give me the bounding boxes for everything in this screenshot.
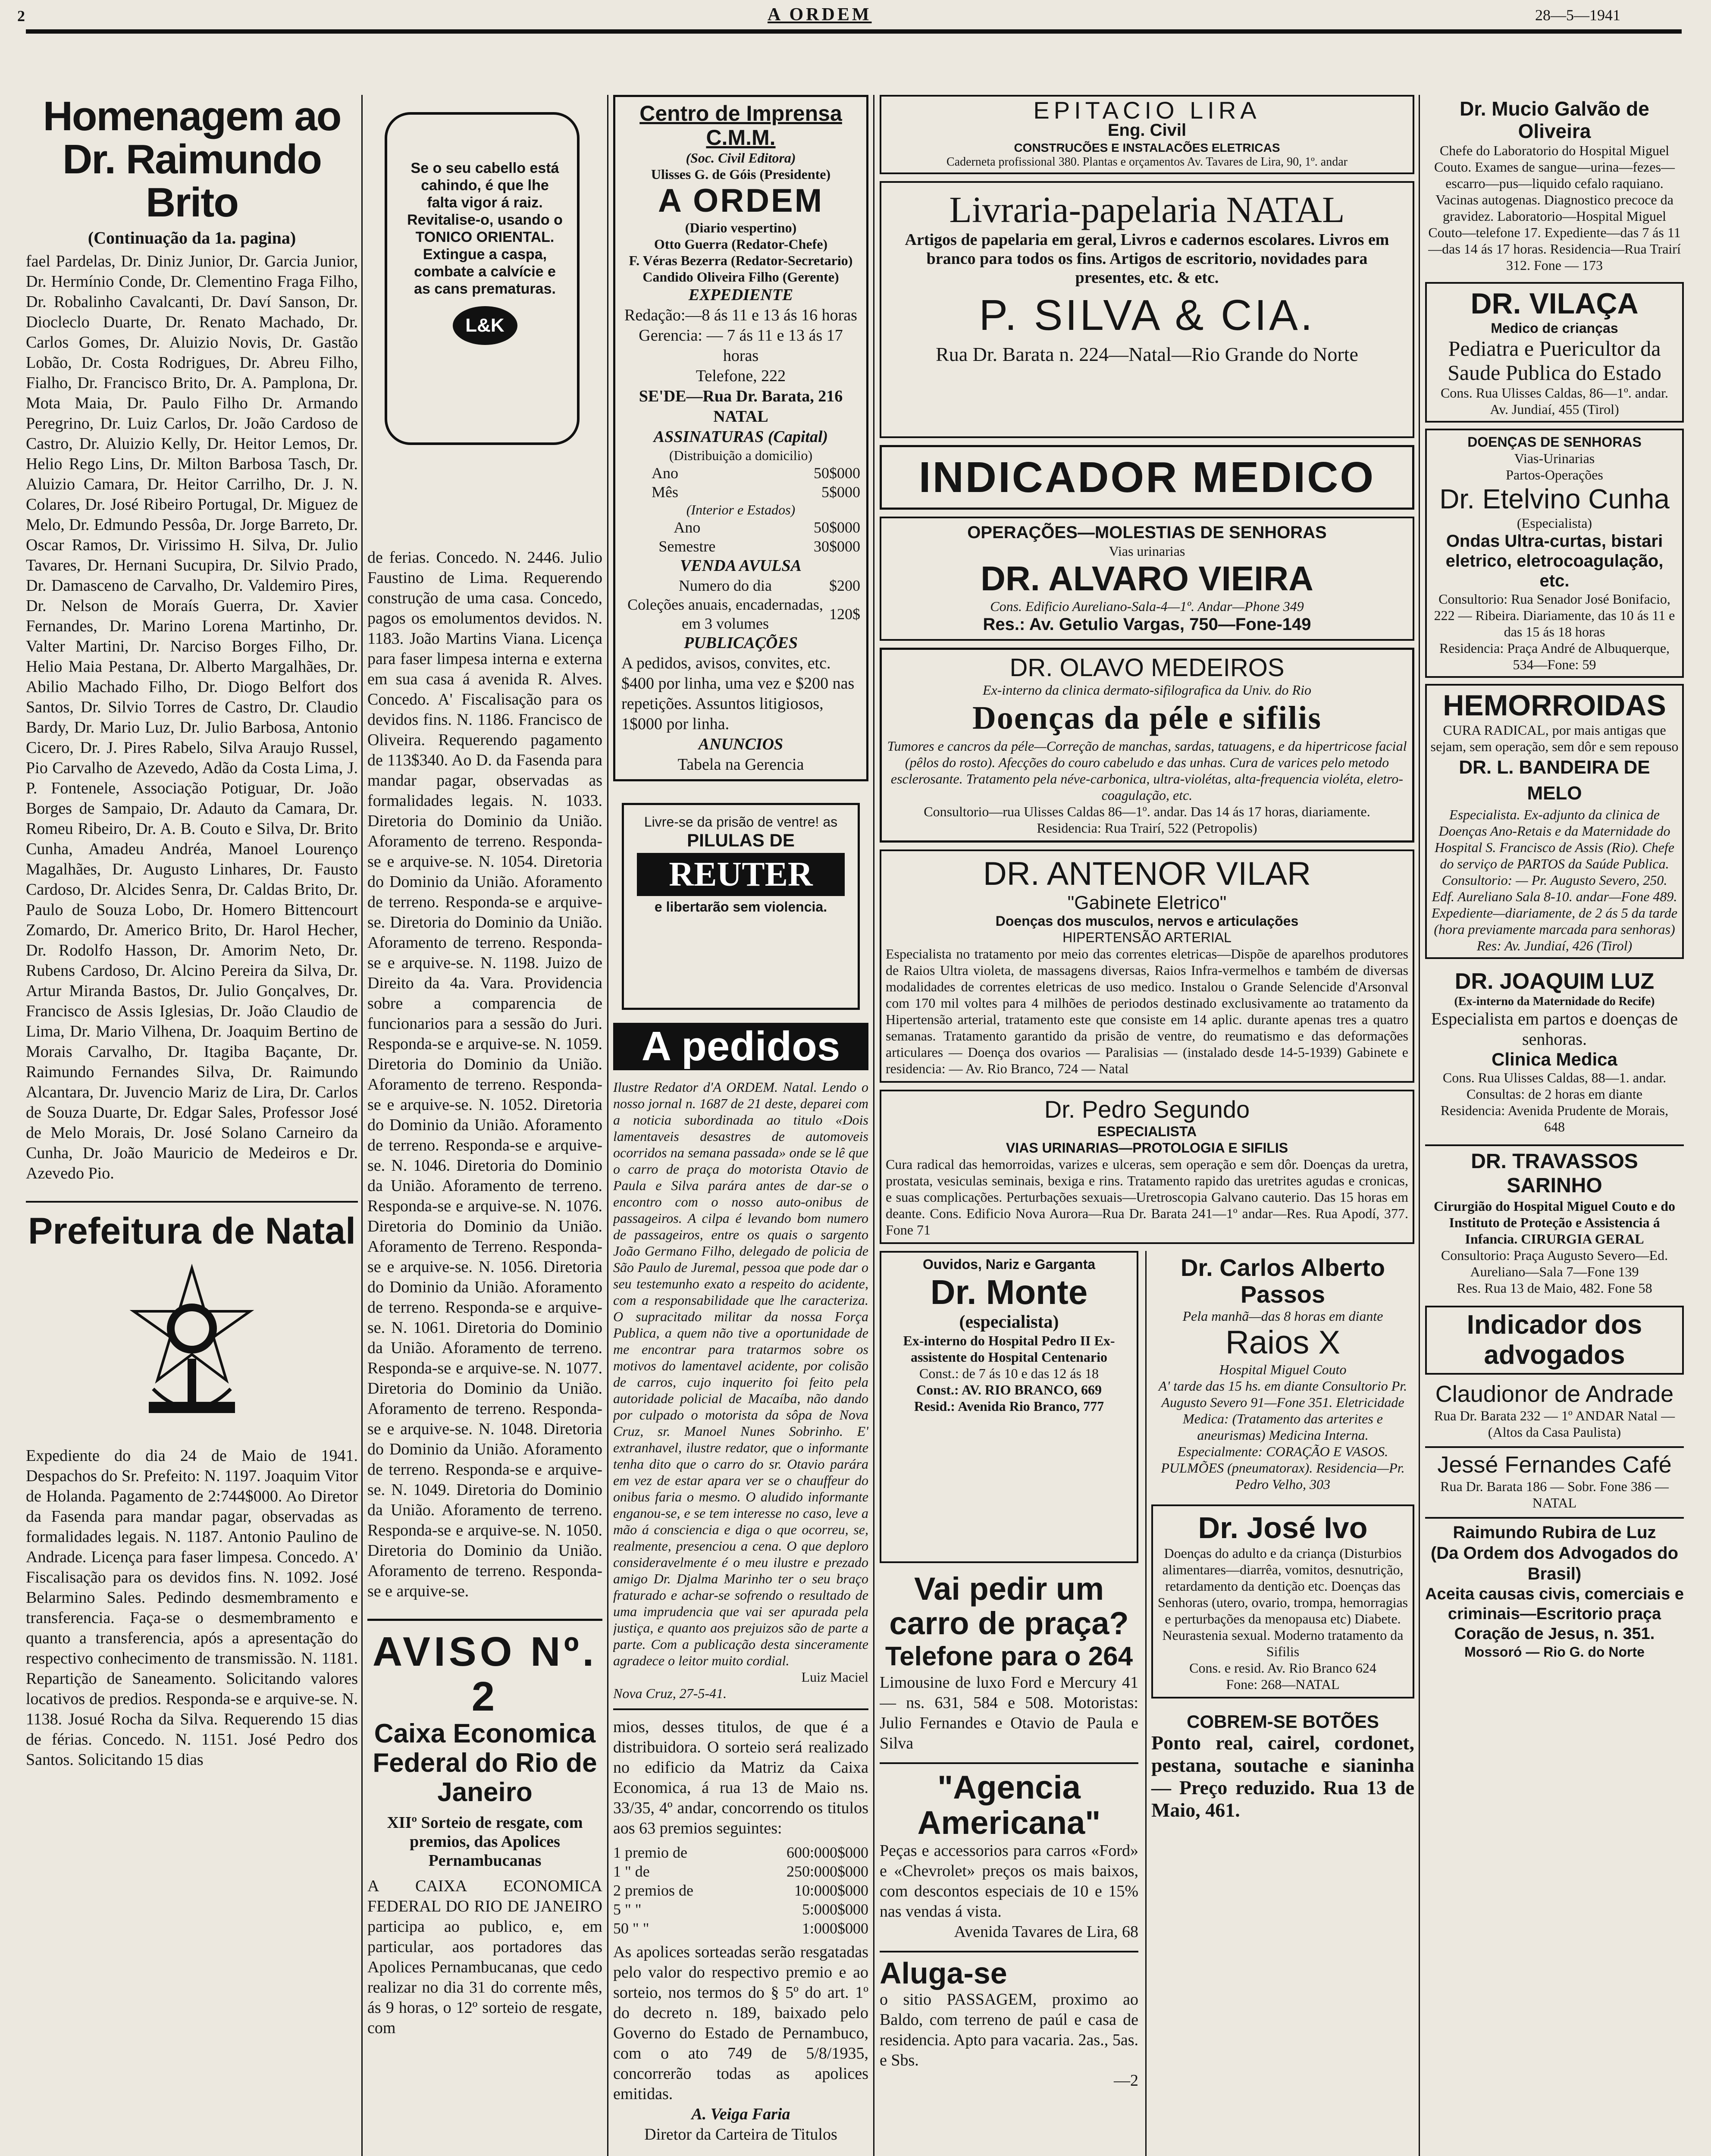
premio-label: 50 " "	[613, 1920, 649, 1937]
bandeira-residencia: Res: Av. Jundiaí, 426 (Tirol)	[1476, 938, 1633, 953]
section-rule	[613, 1708, 868, 1710]
premio-value: 250:000$000	[786, 1863, 868, 1880]
table-row	[613, 1843, 868, 1862]
expediente-label: EXPEDIENTE	[688, 286, 793, 304]
table-row	[613, 1919, 868, 1938]
column-3	[613, 95, 868, 2156]
newspaper-title: A ORDEM	[768, 5, 872, 25]
interior-label: (Interior e Estados)	[686, 502, 796, 517]
section-rule	[26, 1201, 358, 1203]
aluga-text: o sitio PASSAGEM, proximo ao Baldo, com terreno de paúl e casa de residencia. Apto para vacaria. 2as., 5as. e Sbs.	[880, 1990, 1138, 2069]
luz-clinica: Clinica Medica	[1492, 1049, 1617, 1069]
price-value: 120$	[829, 605, 860, 623]
price-label: Ano	[674, 519, 701, 536]
column-1	[26, 95, 358, 2156]
ad-antenor-vilar	[880, 849, 1414, 1083]
premio-value: 1:000$000	[802, 1920, 868, 1937]
prefeitura-text: Expediente do dia 24 de Maio de 1941. Despachos do Sr. Prefeito: N. 1197. Joaquim Vitor de Holanda. Pagamento de 2:744$000. Ao Diretor da Fasenda para mandar pagar, observadas as formalidades legais. N. 1187. Antonio Paulino de Andrade. Licença para faser limpesa. Concedo. A' Fiscalisação para os devidos fins. N. 1092. José Belarmino Sales. Pedindo desmembramento e transferencia. Faça-se o desmembramento e quanto a transferencia, após a apresentação do respectivo conhecimento de transmissão. N. 1181. Repartição de Saneamento. Solicitando valores locativos de predios. Responda-se e arquive-se. N. 1138. Josué Rocha da Silva. Requerendo 15 dias de férias. Concedo. N. 1151. José Pedro dos Santos. Solicitando 15 dias	[26, 1447, 358, 1769]
livraria-text: Artigos de papelaria em geral, Livros e cadernos escolares. Livros em branco para todos os fins. Artigos de escritorio, novidades para presentes, etc. & etc.	[905, 231, 1389, 287]
andrade-address: Rua Dr. Barata 232 — 1º ANDAR Natal — (Altos da Casa Paulista)	[1434, 1408, 1675, 1440]
reuter-top: Livre-se da prisão de ventre! as	[644, 814, 838, 830]
price-label: Coleções anuais, encadernadas, em 3 volumes	[627, 596, 823, 632]
ad-claudionor-andrade	[1425, 1381, 1684, 1440]
hemo-title: HEMORROIDAS	[1443, 689, 1666, 722]
premios-table	[613, 1843, 868, 1938]
ad-carlos-passos	[1151, 1251, 1414, 1496]
price-label: Numero do dia	[679, 577, 772, 594]
cunha-spec-2: Partos-Operações	[1506, 467, 1603, 483]
publicacoes-text: A pedidos, avisos, convites, etc. $400 por linha, uma vez e $200 nas repetições. Assuntos litigiosos, 1$000 por linha.	[621, 654, 855, 733]
price-label: Semestre	[658, 538, 716, 555]
epitacio-address: Caderneta profissional 380. Plantas e orçamentos Av. Tavares de Lira, 90, 1º. andar	[946, 155, 1347, 169]
monte-top: Ouvidos, Nariz e Garganta	[922, 1257, 1096, 1272]
ad-raimundo-luz	[1425, 1517, 1684, 1660]
apolices-text: mios, desses titulos, de que é a distribuidora. O sorteio será realizado no edificio da Matriz da Caixa Economica, á rua 13 de Maio ns. 33/35, 4º andar, concorrendo os titulos aos 63 premios seguintes:	[613, 1718, 868, 1837]
cunha-name: Dr. Etelvino Cunha	[1439, 483, 1670, 514]
segundo-sub: VIAS URINARIAS—PROTOLOGIA E SIFILIS	[1006, 1140, 1288, 1156]
prefeitura-title: Prefeitura de Natal	[28, 1210, 356, 1252]
vieira-residencia: Res.: Av. Getulio Vargas, 750—Fone-149	[983, 615, 1311, 634]
header-rule	[26, 29, 1682, 34]
segundo-name: Dr. Pedro Segundo	[1044, 1096, 1250, 1123]
luz2-name: Raimundo Rubira de Luz	[1453, 1523, 1656, 1542]
vieira-sub: Vias urinarias	[1109, 543, 1185, 559]
livraria-address: Rua Dr. Barata n. 224—Natal—Rio Grande do Norte	[936, 343, 1358, 365]
aluga-title: Aluga-se	[880, 1956, 1007, 1990]
publicacoes-label: PUBLICAÇÕES	[684, 634, 798, 652]
ad-tonico-text: Se o seu cabello está cahindo, é que lhe falta vigor á raiz. Revitalise-o, usando o TONICO ORIENTAL. Extingue a caspa, combate a calvície e as cans prematuras.	[407, 160, 563, 297]
column-divider	[1419, 95, 1420, 2156]
lk-logo: L&K	[453, 306, 517, 345]
monte-text: Ex-interno do Hospital Pedro II Ex-assistente do Hospital Centenario	[903, 1333, 1115, 1365]
prefeitura-cont-text: de ferias. Concedo. N. 2446. Julio Faustino de Lima. Requerendo construção de uma casa. Concedo, pagos os emolumentos devidos. N. 1183. João Martins Viana. Licença para faser limpesa interna e externa em sua casa á avenida R. Alves. Concedo. A' Fiscalisação para os devidos fins. N. 1186. Francisco de Oliveira. Requerendo pagamento de 113$340. Ao D. da Fasenda para mandar pagar, observadas as formalidades legais. N. 1033. Diretoria do Dominio da União. Aforamento de terreno. Responda-se e arquive-se. N. 1054. Diretoria do Dominio da União. Aforamento de terreno. Responda-se e arquive-se. Diretoria do Dominio da União. Aforamento de terreno. Responda-se e arquive-se. N. 1198. Juizo de Direito da 4a. Vara. Providencia sobre a comparencia de funcionarios para a sessão do Juri. Responda-se e arquive-se. N. 1059. Diretoria do Dominio da União. Aforamento de terreno. Responda-se e arquive-se. N. 1052. Diretoria do Dominio da União. Aforamento de terreno. Responda-se e arquive-se. N. 1046. Diretoria do Dominio da União. Aforamento de terreno. Responda-se e arquive-se. N. 1076. Diretoria do Dominio da União. Aforamento de Terreno. Responda-se e arquive-se. N. 1056. Diretoria do Dominio da União. Aforamento de terreno. Responda-se e arquive-se. N. 1061. Diretoria do Dominio da União. Aforamento de terreno. Responda-se e arquive-se. N. 1077. Diretoria do Dominio da União. Aforamento de terreno. Responda-se e arquive-se. N. 1048. Diretoria do Dominio da União. Aforamento de terreno. Responda-se e arquive-se. N. 1049. Diretoria do Dominio da União. Aforamento de terreno. Responda-se e arquive-se. N. 1050. Diretoria do Dominio da União. Aforamento de terreno. Responda-se e arquive-se.	[367, 548, 602, 1600]
price-value: $200	[829, 577, 860, 594]
premio-value: 10:000$000	[794, 1882, 868, 1899]
ad-dr-monte	[880, 1251, 1138, 1563]
epitacio-sub: CONSTRUCÕES E INSTALACÕES ELETRICAS	[1014, 141, 1280, 154]
table-row	[613, 1881, 868, 1900]
ad-etelvino-cunha	[1425, 429, 1684, 678]
cunha-spec-1: Vias-Urinarias	[1514, 451, 1595, 466]
aviso-title: AVISO Nº. 2	[372, 1629, 598, 1720]
sarinho-consultorio: Consultorio: Praça Augusto Severo—Ed. Aureliano—Sala 7—Fone 139	[1441, 1247, 1668, 1279]
vilaca-specialty: Pediatra e Puericultor da Saude Publica do Estado	[1448, 336, 1661, 385]
carro-text: Limousine de luxo Ford e Mercury 41 — ns. 631, 584 e 508. Motoristas: Julio Fernandes e Otavio de Paula e Silva	[880, 1673, 1138, 1752]
column-2	[367, 95, 602, 2156]
ivo-name: Dr. José Ivo	[1198, 1511, 1368, 1545]
redator-chefe: Otto Guerra (Redator-Chefe)	[654, 236, 828, 252]
price-value: 30$000	[814, 538, 860, 555]
cunha-residencia: Residencia: Praça André de Albuquerque, 534—Fone: 59	[1439, 640, 1670, 672]
carro-telephone: Telefone para o 264	[885, 1642, 1133, 1671]
price-value: 5$000	[821, 483, 860, 501]
passos-raios: Raios X	[1225, 1324, 1341, 1361]
vilar-name: DR. ANTENOR VILAR	[983, 856, 1311, 892]
sarinho-name: DR. TRAVASSOS SARINHO	[1471, 1150, 1638, 1197]
carro-title: Vai pedir um carro de praça?	[889, 1571, 1129, 1641]
cunha-consultorio: Consultorio: Rua Senador José Bonifacio, 222 — Ribeira. Diariamente, das 10 ás 11 e das 15 ás 18 horas	[1434, 591, 1675, 639]
passos-hospital: Hospital Miguel Couto	[1219, 1362, 1347, 1377]
ad-carro-praca	[880, 1572, 1138, 1754]
issue-date: 28—5—1941	[1535, 6, 1620, 24]
cafe-address: Rua Dr. Barata 186 — Sobr. Fone 386 — NATAL	[1440, 1479, 1669, 1510]
agencia-address: Avenida Tavares de Lira, 68	[954, 1923, 1138, 1941]
tabela-gerencia: Tabela na Gerencia	[677, 755, 804, 774]
vilar-text: Especialista no tratamento por meio das correntes eletricas—Dispõe de aparelhos produtores de Raios Ultra violeta, de massagens diversas, Raios Infra-vermelhos e também de diversas modalidades de correntes eletricas de uso medico. Instalou o Grande Selencide d'Arsonval com 170 mil voltes para 4 milhões de periodos destinado exclusivamente ao tratamento da Hipertensão arterial, tratamento este que consiste em 14 aplic. durante apenas tres a quatro semanas. Tratamento garantido da prisão de ventre, do reumatismo e das deformações articulares — Doença dos ovarios — Paralisias — (instalado desde 14-5-1939) Gabinete e residencia: — Av. Rio Branco, 724 — Natal	[886, 946, 1408, 1076]
monte-name: Dr. Monte	[930, 1273, 1088, 1311]
galvao-name: Dr. Mucio Galvão de Oliveira	[1460, 97, 1649, 142]
homenagem-title: Homenagem ao Dr. Raimundo Brito	[43, 95, 341, 226]
medeiros-sub: Ex-interno da clinica dermato-sifilografica da Univ. do Rio	[983, 682, 1311, 698]
sarinho-residencia: Res. Rua 13 de Maio, 482. Fone 58	[1457, 1280, 1652, 1296]
premio-value: 5:000$000	[802, 1901, 868, 1918]
ad-vilaca	[1425, 282, 1684, 423]
coat-of-arms-icon	[127, 1264, 257, 1428]
apedidos-text: Ilustre Redator d'A ORDEM. Natal. Lendo o nosso jornal n. 1687 de 21 deste, deparei com a noticia subordinada ao titulo «Dois lamentaveis desastres de automoveis ocorridos na semana passada» onde se lê que o carro de praça do motorista Otavio de Paula e Silva parára antes de dar-se o encontro com o nosso auto-onibus de passageiros. A cilpa é levando bom numero de passageiros, entre os quais o sargento João Germano Filho, delegado de policia de São Paulo de Juremal, pessoa que pode dar o seu testemunho exato a respeito do acidente, com a responsabilidade que lhe caracteriza. O supracitado militar da nossa Força Publica, a quem não tive a oportunidade de me encontrar para tratarmos sobre os motivos do lamentavel acidente, por colisão de carros, cujo inquerito foi feito pela autoridade policial de Macaíba, não dando por culpado o motorista da sôpa de Nova Cruz, sr. Manoel Nunes Sobrinho. E' extranhavel, ilustre redator, que o informante tenha dito que o carro do sr. Otavio parára em vez de estar apara ver se o chauffeur do onibus faria o mesmo. O aludido informante enganou-se, e se tem interesse no caso, leve a mão á consciencia e diga o que ocorreu, se, realmente, presenciou a cena. O que deploro consideravelmente é o meu ilustre e prezado amigo Dr. Djalma Marinho ter o seu braço fraturado e achar-se sofrendo o resultado de uma imprudencia que vai ser apurada pela justiça, e quanto aos prejuizos são de parte a parte. Com a publicação desta sinceramente agradece o leitor muito cordial.	[613, 1079, 868, 1668]
luz-name: DR. JOAQUIM LUZ	[1454, 969, 1655, 994]
vieira-specialty: OPERAÇÕES—MOLESTIAS DE SENHORAS	[967, 523, 1327, 542]
price-value: 50$000	[814, 519, 860, 536]
price-label: Mês	[652, 483, 679, 501]
vilaca-name: DR. VILAÇA	[1470, 287, 1639, 320]
luz2-sub: (Da Ordem dos Advogados do Brasil)	[1430, 1544, 1679, 1583]
table-row	[613, 1900, 868, 1919]
assinaturas-label: ASSINATURAS (Capital)	[653, 428, 828, 446]
monte-consultorio: Const.: AV. RIO BRANCO, 669	[916, 1382, 1102, 1398]
centro-title: Centro de Imprensa C.M.M.	[639, 101, 842, 150]
ad-jesse-cafe	[1425, 1446, 1684, 1511]
medeiros-consultorio: Consultorio—rua Ulisses Caldas 86—1º. andar. Das 14 ás 17 horas, diariamente.	[924, 804, 1370, 819]
sarinho-text: Cirurgião do Hospital Miguel Couto e do Instituto de Proteção e Assistencia á Infancia. CIRURGIA GERAL	[1433, 1198, 1675, 1247]
passos-name: Dr. Carlos Alberto Passos	[1180, 1254, 1385, 1308]
expediente-box	[613, 95, 868, 781]
ivo-consultorio: Cons. e resid. Av. Rio Branco 624	[1189, 1660, 1376, 1676]
vilar-specialty: Doenças dos musculos, nervos e articulações	[995, 913, 1299, 929]
aviso-text: A CAIXA ECONOMICA FEDERAL DO RIO DE JANEIRO participa ao publico, e, em particular, aos portadores das Apolices Pernambucanas, que cedo realizar no dia 31 do corrente mês, ás 9 horas, o 12º sorteio de resgate, com	[367, 1877, 602, 2037]
anuncios-label: ANUNCIOS	[698, 735, 783, 753]
col4-lower	[880, 1251, 1414, 2156]
ad-tonico-oriental	[367, 95, 602, 548]
luz2-text: Aceita causas civis, comerciais e criminais—Escritorio praça Coração de Jesus, n. 351.	[1425, 1585, 1684, 1643]
column-divider	[873, 95, 874, 2156]
distribuicao: (Distribuição a domicilio)	[669, 448, 813, 463]
sede-address: SE'DE—Rua Dr. Barata, 216 NATAL	[639, 387, 843, 426]
cobrem-title: COBREM-SE BOTÕES	[1187, 1711, 1379, 1732]
senhoras-title: DOENÇAS DE SENHORAS	[1467, 434, 1642, 450]
aviso-sorteio: XIIº Sorteio de resgate, com premios, das Apolices Pernambucanas	[387, 1814, 583, 1870]
reuter-bottom: e libertarão sem violencia.	[654, 899, 827, 915]
luz-consultorio: Cons. Rua Ulisses Caldas, 88—1. andar. Consultas: de 2 horas em diante	[1442, 1070, 1667, 1102]
luz2-address: Mossoró — Rio G. do Norte	[1464, 1644, 1645, 1660]
aviso-subtitle: Caixa Economica Federal do Rio de Janeiro	[373, 1719, 597, 1807]
gerencia-hours: Gerencia: — 7 ás 11 e 13 ás 17 horas	[639, 326, 843, 365]
column-divider	[361, 95, 363, 2156]
advogados-header	[1425, 1306, 1684, 1375]
monte-hours: Const.: de 7 ás 10 e das 12 ás 18	[919, 1366, 1099, 1381]
ordem-subtitle: (Diario vespertino)	[685, 220, 797, 235]
vilaca-address: Cons. Rua Ulisses Caldas, 86—1º. andar. Av. Jundiaí, 455 (Tirol)	[1440, 385, 1669, 417]
premio-label: 1 " de	[613, 1863, 650, 1880]
redacao-hours: Redação:—8 ás 11 e 13 ás 16 horas	[624, 306, 857, 324]
passos-text: A' tarde das 15 hs. em diante Consultorio Pr. Augusto Severo 91—Fone 351. Eletricidade Medica: (Tratamento das arterites e aneurismas) Medicina Interna. Especialmente: CORAÇÃO E VASOS. PULMÕES (pneumatorax). Residencia—Pr. Pedro Velho, 303	[1158, 1378, 1407, 1492]
cunha-spec-3: (Especialista)	[1517, 515, 1592, 531]
ad-olavo-medeiros	[880, 648, 1414, 843]
apolices-text-2: As apolices sorteadas serão resgatadas pelo valor do respectivo premio e ao sorteio, nos termos do § 5º do art. 1º do decreto n. 189, baixado pelo Governo do Estado de Pernambuco, com o ato 749 de 5/8/1935, concorrerão todas as apolices emitidas.	[613, 1943, 868, 2103]
column-divider	[1145, 1251, 1147, 2156]
advogados-title: Indicador dos advogados	[1467, 1310, 1642, 1370]
indicador-medico-title: INDICADOR MEDICO	[880, 445, 1414, 510]
bandeira-text: Especialista. Ex-adjunto da clinica de Doenças Ano-Retais e da Maternidade do Hospital S. Francisco de Assis (Rio). Chefe do serviço de PARTOS da Saúde Publica. Consultorio: — Pr. Augusto Severo, 250. Edf. Aureliano Sala 8-10. andar—Fone 489. Expediente—diariamente, de 2 ás 5 da tarde (hora previamente marcada para senhoras)	[1431, 807, 1678, 937]
luz-sub: (Ex-interno da Maternidade do Recife)	[1454, 995, 1655, 1008]
col4-lower-right	[1151, 1251, 1414, 2156]
ad-bandeira-melo	[1425, 684, 1684, 959]
subscription-table-interior	[621, 518, 860, 556]
aviso-block	[367, 1619, 602, 2038]
ad-alvaro-vieira	[880, 517, 1414, 641]
hemo-text: CURA RADICAL, por mais antigas que sejam, sem operação, sem dôr e sem repouso	[1430, 722, 1679, 754]
galvao-text: Chefe do Laboratorio do Hospital Miguel Couto. Exames de sangue—urina—fezes—escarro—pus—liquido cefalo raquiano. Vacinas autogenas. Diagnostico precoce da gravidez. Laboratorio—Hospital Miguel Couto—telefone 17. Expediente—das 7 ás 11—das 14 ás 17 horas. Residencia—Rua Trairí 312. Fone — 173	[1428, 143, 1681, 273]
epitacio-title: Eng. Civil	[1107, 121, 1187, 140]
premio-value: 600:000$000	[786, 1844, 868, 1861]
reuter-name: REUTER	[637, 853, 845, 896]
apedidos-title: A pedidos	[613, 1023, 868, 1070]
coat-of-arms	[26, 1264, 358, 1433]
agencia-title: "Agencia Americana"	[917, 1769, 1101, 1841]
luz-specialty: Especialista em partos e doenças de senhoras.	[1431, 1009, 1678, 1049]
ad-cobrem-botoes	[1151, 1711, 1414, 1821]
cafe-name: Jessé Fernandes Café	[1437, 1452, 1672, 1478]
monte-residencia: Resid.: Avenida Rio Branco, 777	[914, 1398, 1104, 1414]
vilaca-sub: Medico de crianças	[1491, 320, 1618, 336]
reuter-pilulas: PILULAS DE	[687, 830, 795, 850]
premio-label: 1 premio de	[613, 1844, 687, 1861]
monte-specialty: (especialista)	[959, 1312, 1059, 1332]
ad-joaquim-luz	[1425, 965, 1684, 1138]
column-5	[1425, 95, 1684, 2156]
homenagem-text: fael Pardelas, Dr. Diniz Junior, Dr. Garcia Junior, Dr. Hermínio Conde, Dr. Clementino Fraga Filho, Dr. Robalinho Cavalcanti, Dr. Daví Sanson, Dr. Diocleclo Duarte, Dr. Renato Machado, Dr. Carlos Gomes, Dr. Aluizio Novis, Dr. Gastão Lobão, Dr. Costa Rodrigues, Dr. Abreu Filho, Fialho, Dr. Francisco Brito, Dr. A. Pamplona, Dr. Mota Maia, Dr. Paulo Filho Dr. Armando Peregrino, Dr. Luiz Carlos, Dr. João Cardoso de Castro, Dr. Aluizio Kelly, Dr. Heitor Lemos, Dr. Helio Rego Lins, Dr. Milton Barbosa Tasch, Dr. Aluizio Camara, Dr. Heitor Carrilho, Dr. J. N. Colares, Dr. José Ribeiro Portugal, Dr. Miguez de Melo, Dr. Edmundo Pessôa, Dr. Jorge Barreto, Dr. Oscar Ramos, Dr. Virissimo H. Silva, Dr. Julio Tavares, Dr. Hernani Sucupira, Dr. Silvio Prado, Dr. Damasceno de Carvalho, Dr. Valdemiro Pires, Dr. Nelson de Moraís Guerra, Dr. Xavier Fernandes, Dr. Marino Lorena Martinho, Dr. Valter Martini, Dr. Narciso Borges Filho, Dr. Helio Maia Pestana, Dr. Alberto Margalhães, Dr. Abilio Machado Filho, Dr. Diogo Belfort dos Santos, Dr. Silvio Torres de Castro, Dr. Claudio Bardy, Dr. Mario Luz, Dr. Julio Barbosa, Antonio Cicero, Dr. J. Pires Rabelo, Silva Araujo Russel, Pio Carvalho de Azevedo, Adão da Costa Lima, J. P. Fontenele, Associação Potiguar, Dr. João Borges de Sampaio, Dr. Adauto da Camara, Dr. Romeu Ribeiro, Dr. A. B. Couto e Silva, Dr. Brito Cunha, Amadeu Andréa, Manoel Lourenço Magalhães, Dr. Augusto Linhares, Dr. Fausto Cardoso, Dr. Alcides Senra, Dr. Caldas Brito, Dr. Paulo de Souza Lobo, Dr. Homero Bittencourt Zomardo, Dr. Americo Brito, Dr. Harol Hecher, Dr. Rodolfo Hasson, Dr. Amorim Neto, Dr. Rubens Cardoso, Dr. Alcino Pereira da Silva, Dr. Artur Miranda Bastos, Dr. Julio Gonçalves, Dr. Francisco de Assis Iglesias, Dr. João Claudio de Lima, Dr. Mario Vilhena, Dr. Joaquim Bertino de Morais Carvalho, Dr. Itagiba Baçante, Dr. Raimundo Fernandes Silva, Dr. Raimundo Alcantara, Dr. Juvencio Mariz de Lira, Dr. Carlos de Souza Duarte, Dr. Edgar Sales, Professor José de Melo Morais, Dr. José Solano Carneiro da Cunha, Dr. João Mauricio de Medeiros e Dr. Azevedo Pio.	[26, 252, 358, 1182]
centro-subtitle: (Soc. Civil Editora)	[686, 150, 796, 166]
homenagem-continuation: (Continuação da 1a. pagina)	[88, 228, 296, 248]
epitacio-name: EPITACIO LIRA	[1033, 97, 1261, 124]
cobrem-text: Ponto real, cairel, cordonet, pestana, soutache e sianinha — Preço reduzido. Rua 13 de Maio, 461.	[1151, 1732, 1414, 1821]
bandeira-name: DR. L. BANDEIRA DE MELO	[1459, 757, 1650, 804]
col4-lower-left	[880, 1251, 1138, 2156]
venda-avulsa: VENDA AVULSA	[680, 557, 802, 575]
segundo-specialty: ESPECIALISTA	[1097, 1124, 1197, 1139]
cunha-ondas: Ondas Ultra-curtas, bistari eletrico, eletrocoagulação, etc.	[1445, 532, 1664, 590]
ad-pedro-segundo	[880, 1090, 1414, 1244]
vilar-sub: "Gabinete Eletrico"	[1067, 892, 1227, 913]
ad-livraria	[880, 181, 1414, 438]
apedidos-signature: Luiz Maciel	[801, 1669, 868, 1685]
medeiros-specialty: Doenças da péle e sifilis	[972, 700, 1322, 736]
page-number: 2	[17, 7, 25, 25]
apolices-role: Diretor da Carteira de Titulos	[644, 2125, 837, 2143]
ad-reuter	[622, 803, 860, 1010]
ad-travassos-sarinho	[1425, 1144, 1684, 1300]
apolices-signature: A. Veiga Faria	[691, 2105, 790, 2123]
segundo-text: Cura radical das hemorroidas, varizes e ulceras, sem operação e sem dôr. Doenças da uretra, prostata, vesiculas seminais, bexiga e rins. Tratamento rapido das uretrites agudas e cronicas, e suas complicações. Perturbações sexuais—Uretroscopia Galvano cauterio. Das 15 horas em deante. Cons. Edificio Nova Aurora—Rua Dr. Barata 241—1º andar—Res. Rua Apodí, 377. Fone 71	[886, 1156, 1408, 1238]
medeiros-text: Tumores e cancros da péle—Correção de manchas, sardas, tatuagens, e da hipertricose facial (pêlos do rosto). Afecções do couro cabeludo e das unhas. Cura de varices pelo metodo esclerosante. Tratamento pela néve-carbonica, ultra-violétas, alta-frequencia violéta, eletro-coagulação, etc.	[887, 738, 1407, 803]
price-label: Ano	[652, 464, 679, 482]
apedidos-place: Nova Cruz, 27-5-41.	[613, 1686, 727, 1701]
ad-jose-ivo	[1151, 1504, 1414, 1698]
centro-president: Ulisses G. de Góis (Presidente)	[651, 166, 831, 182]
ivo-text: Doenças do adulto e da criança (Disturbios alimentares—diarrêa, vomitos, desnutrição, retardamento da dentição etc. Doenças das Senhoras (utero, ovario, trompa, hemorragias e perturbações da menopausa etc) Diabete. Neurastenia sexual. Moderno tratamento da Sifilis	[1157, 1545, 1408, 1659]
vilar-specialty-2: HIPERTENSÃO ARTERIAL	[1062, 930, 1232, 945]
premio-label: 5 " "	[613, 1901, 642, 1918]
premio-label: 2 premios de	[613, 1882, 693, 1899]
vieira-name: DR. ALVARO VIEIRA	[981, 559, 1313, 598]
table-row	[613, 1862, 868, 1881]
ad-aluga-se	[880, 1951, 1138, 2091]
telefone: Telefone, 222	[696, 367, 786, 385]
column-4	[880, 95, 1414, 2156]
andrade-name: Claudionor de Andrade	[1435, 1381, 1674, 1407]
vieira-consultorio: Cons. Edificio Aureliano-Sala-4—1º. Andar—Phone 349	[990, 599, 1304, 614]
medeiros-residencia: Residencia: Rua Trairí, 522 (Petropolis)	[1037, 820, 1257, 836]
ad-agencia-americana	[880, 1762, 1138, 1942]
ad-mucio-galvao	[1425, 95, 1684, 276]
ivo-fone: Fone: 268—NATAL	[1226, 1677, 1340, 1692]
avulsa-table	[621, 576, 860, 633]
gerente: Candido Oliveira Filho (Gerente)	[642, 269, 839, 285]
column-divider	[607, 95, 608, 2156]
redator-secretario: F. Véras Bezerra (Redator-Secretario)	[629, 253, 853, 268]
price-value: 50$000	[814, 464, 860, 482]
livraria-title: Livraria-papelaria NATAL	[949, 189, 1345, 230]
luz-residencia: Residencia: Avenida Prudente de Morais, 648	[1440, 1103, 1669, 1134]
ordem-title: A ORDEM	[658, 182, 824, 219]
subscription-table	[621, 464, 860, 501]
livraria-owner: P. SILVA & CIA.	[979, 291, 1315, 339]
passos-sub: Pela manhã—das 8 horas em diante	[1182, 1308, 1383, 1324]
aluga-num: —2	[1114, 2071, 1138, 2090]
ad-epitacio	[880, 95, 1414, 174]
medeiros-name: DR. OLAVO MEDEIROS	[1009, 654, 1285, 682]
agencia-text: Peças e accessorios para carros «Ford» e «Chevrolet» preços os mais baixos, com descontos especiais de 10 e 15% nas vendas á vista.	[880, 1842, 1138, 1921]
